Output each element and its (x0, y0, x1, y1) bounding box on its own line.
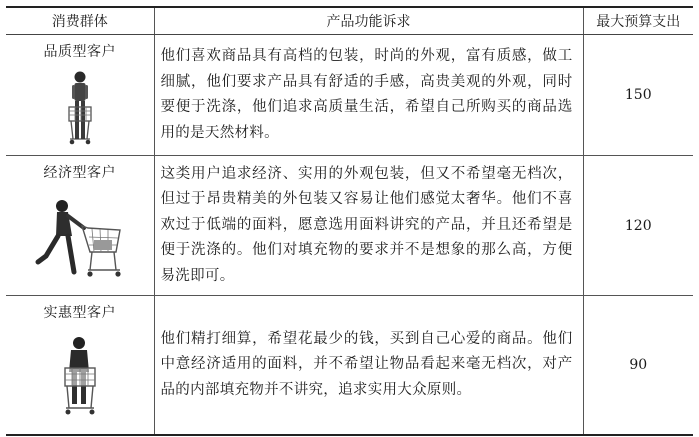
group-name: 实惠型客户 (43, 305, 116, 321)
budget-cell (583, 35, 693, 156)
description-cell (154, 296, 583, 436)
description-cell (154, 156, 583, 296)
shopper-pushing-cart-icon (6, 196, 154, 282)
table-row (6, 296, 693, 436)
group-name: 品质型客户 (43, 44, 116, 60)
shopper-with-cart-icon (6, 69, 154, 149)
group-name: 经济型客户 (43, 165, 116, 181)
shopper-behind-cart-icon (6, 334, 154, 418)
budget-value: 120 (624, 217, 652, 234)
description-text: 他们喜欢商品具有高档的包装，时尚的外观，富有质感，做工细腻，他们要求产品具有舒适的手感，高贵美观的外观，同时要便于洗涤，他们追求高质量生活，希望自己所购买的商品选用的是天然材料。 (160, 48, 573, 141)
header-function: 产品功能诉求 (154, 7, 583, 35)
table-row (6, 156, 693, 296)
table-row (6, 35, 693, 156)
description-text: 他们精打细算，希望花最少的钱，买到自己心爱的商品。他们中意经济适用的面料，并不希望让物品看起来毫无档次，对产品的内部填充物并不讲究，追求实用大众原则。 (160, 330, 573, 398)
budget-value: 150 (624, 87, 652, 103)
group-cell (6, 35, 154, 156)
budget-value: 90 (629, 357, 648, 373)
header-group: 消费群体 (6, 7, 154, 35)
customer-segment-table (6, 6, 693, 436)
budget-cell (583, 296, 693, 436)
description-cell (154, 35, 583, 156)
header-budget: 最大预算支出 (583, 7, 693, 35)
table-header-row (6, 7, 693, 35)
budget-cell (583, 156, 693, 296)
description-text: 这类用户追求经济、实用的外观包装，但又不希望毫无档次，但过于昂贵精美的外包装又容易让他们感觉太奢华。他们不喜欢过于低端的面料，愿意选用面料讲究的产品，并且还希望是便于洗涤的。他们对填充物的要求并不是想象的那么高，方便易洗即可。 (160, 165, 573, 284)
group-cell (6, 296, 154, 436)
group-cell (6, 156, 154, 296)
